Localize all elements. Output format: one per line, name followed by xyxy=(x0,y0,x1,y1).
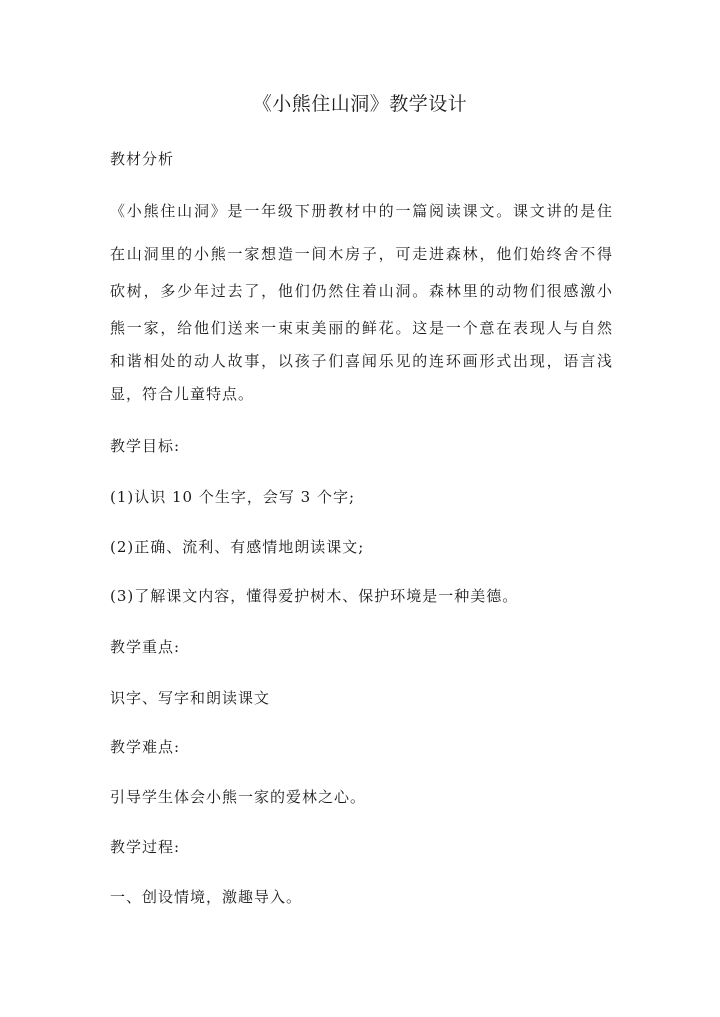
document-title: 《小熊住山洞》教学设计 xyxy=(252,93,468,115)
analysis-paragraph-line: 《小熊住山洞》是一年级下册教材中的一篇阅读课文。课文讲的是住 xyxy=(110,202,612,220)
key-points-text: 识字、写字和朗读课文 xyxy=(110,689,271,707)
difficulty-text: 引导学生体会小熊一家的爱林之心。 xyxy=(110,788,367,806)
goals-heading: 教学目标: xyxy=(110,437,181,455)
analysis-paragraph-line: 在山洞里的小熊一家想造一间木房子，可走进森林，他们始终舍不得 xyxy=(110,245,612,263)
analysis-paragraph-line: 显，符合儿童特点。 xyxy=(110,385,255,403)
analysis-heading: 教材分析 xyxy=(110,150,175,168)
analysis-paragraph-line: 砍树，多少年过去了，他们仍然住着山洞。森林里的动物们很感激小 xyxy=(110,282,612,300)
analysis-paragraph-line: 和谐相处的动人故事，以孩子们喜闻乐见的连环画形式出现，语言浅 xyxy=(110,352,612,370)
process-step-1: 一、创设情境，激趣导入。 xyxy=(110,888,303,906)
key-points-heading: 教学重点: xyxy=(110,638,181,656)
difficulty-heading: 教学难点: xyxy=(110,738,181,756)
process-heading: 教学过程: xyxy=(110,838,181,856)
goal-item-1: (1)认识 10 个生字，会写 3 个字; xyxy=(110,488,356,506)
goal-item-3: (3)了解课文内容，懂得爱护树木、保护环境是一种美德。 xyxy=(110,587,519,605)
analysis-paragraph-line: 熊一家，给他们送来一束束美丽的鲜花。这是一个意在表现人与自然 xyxy=(110,319,612,337)
goal-item-2: (2)正确、流利、有感情地朗读课文; xyxy=(110,538,365,556)
